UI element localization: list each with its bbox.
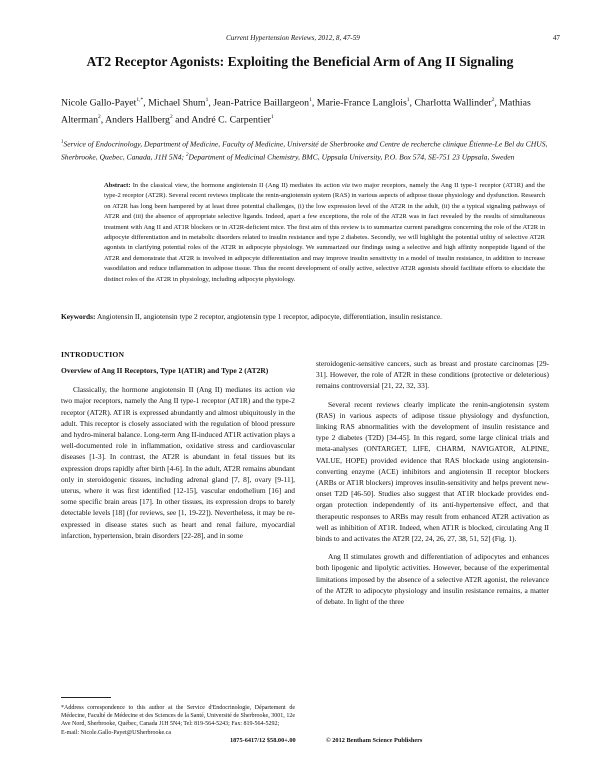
affiliations (61, 137, 549, 162)
author-name: Mathias Alterman (61, 97, 531, 126)
author-name: Anders Hallberg (105, 114, 170, 126)
author-name: Jean-Patrice Baillargeon (213, 97, 310, 109)
abstract-text-1: In the classical view, the hormone angiotensin II (Ang II) mediates its action (130, 182, 342, 189)
affiliation-marker-1: 1 (61, 140, 64, 145)
author-affiliation-sup: 2 (491, 97, 495, 103)
author-affiliation-sup: 1 (205, 97, 209, 103)
left-column (61, 349, 295, 541)
author-name: Michael Shum (148, 97, 206, 109)
author-separator: , (143, 97, 149, 109)
affiliation-2: Department of Medicinal Chemistry, BMC, Uppsala University, P.O. Box 574, SE-751 23 Uppsala, Sweden (188, 152, 515, 162)
author-affiliation-sup: 1 (309, 97, 312, 103)
keywords (61, 312, 549, 322)
abstract-via: via (341, 182, 350, 189)
subsection-heading: Overview of Ang II Receptors, Type 1(AT1R) and Type 2 (AT2R) (61, 366, 269, 376)
author-affiliation-sup: 2 (98, 114, 101, 121)
author-name: Marie-France Langlois (316, 97, 407, 109)
author-separator: , (100, 114, 106, 126)
abstract-text-2: two major receptors, namely the Ang II type-1 receptor (AT1R) and the type-2 receptor (AT2R). Several recent reviews implicate the renin-angiotensin system (RAS) in various aspects of adipose tissue physiology and dysfunction. Research on AT2R has long been hampered by at least three potential challenges, (i) the low expression level of the AT2R in the adult, (ii) the a typical signaling pathways of AT2R and (iii) the absence of appropriate selective ligands. Indeed, apart a few exceptions, the role of the AT2R was in fact revealed by the results of simultaneous treatment with Ang II and AT1R blockers or in AT2R-deficient mice. The first aim of this review is to summarize current paradigms concerning the role of the AT2R in adipocyte differentiation and in metabolic disorders related to insulin resistance and type 2 diabetes. Secondly, we will highlight the potential utility of selective AT2R agonists in clarifying potential roles of the AT2R in adipocyte physiology. We summarized our findings using a selective and high affinity nonpeptide ligand of the AT2R and demonstrate that AT2R is involved in adipocyte differentiation and may improve insulin sensitivity in a model of insulin resistance, in addition to increase vasodilation and reduce inflammation in adipose tissue. Thus the recent development of orally active, selective AT2R agonists should facilitate efforts to elucidate the distinct roles of the AT2R in physiology, including adipocyte physiology. (104, 182, 545, 283)
affiliation-marker-2: 2 (186, 152, 189, 158)
author-affiliation-sup: 2 (169, 114, 173, 121)
author-affiliation-sup: 1 (270, 114, 274, 121)
abstract (104, 181, 545, 285)
affiliation-1: Service of Endocrinology, Department of Medicine, Faculty of Medicine, Université de Sherbrooke and Centre de recherche clinique Étienne-Le Bel du CHUS, Sherbrooke, Quebec, Canada, J1H 5N4; (61, 139, 548, 162)
footnote-rule (61, 697, 111, 698)
author-name: André C. Carpentier (191, 114, 271, 126)
footnote-address: *Address correspondence to this author at the Service d'Endocrinologie, Département de Médecine, Faculté de Médecine et des Sciences de la Santé, Université de Sherbrooke, 3001, 12e Ave Nord, Sherbrooke, Québec, Canada J1H 5N4; Tel: 819-564-5243; Fax: 819-564-5292; (61, 705, 295, 728)
keywords-text: Angiotensin II, angiotensin type 2 receptor, angiotensin type 1 receptor, adipocyte, differentiation, insulin resistance. (95, 312, 443, 321)
author-separator: , (494, 97, 500, 109)
intro-para1-a: Classically, the hormone angiotensin II (Ang II) mediates its action (73, 385, 286, 395)
abstract-label: Abstract: (104, 182, 131, 189)
running-header (60, 34, 560, 46)
page-number: 47 (552, 34, 560, 42)
author-separator: and (172, 114, 192, 126)
right-paragraph-2: Ang II stimulates growth and differentiation of adipocytes and enhances both lipogenic and lipolytic activities. However, because of the experimental limitations imposed by the absence of a selective AT2R agonist, the relevance of the AT2R to adipocyte physiology and insulin resistance remains, a matter of debate. In light of the three (316, 552, 549, 607)
author-affiliation-sup: 1 (406, 97, 410, 103)
footnote-email: E-mail: Nicole.Gallo-Payet@USherbrooke.ca (61, 729, 171, 736)
article-title: AT2 Receptor Agonists: Exploiting the Beneficial Arm of Ang II Signaling (86, 54, 514, 69)
author-separator: , (208, 97, 214, 109)
author-separator: , (311, 97, 317, 109)
intro-para1-via: via (285, 385, 295, 395)
issn-price: 1875-6417/12 $58.00+.00 (230, 737, 296, 744)
journal-citation: Current Hypertension Reviews, 2012, 8, 47-59 (226, 34, 360, 42)
right-column (316, 358, 549, 607)
keywords-label: Keywords: (61, 312, 96, 321)
intro-para1-b: two major receptors, namely the Ang II type-1 receptor (AT1R) and the type-2 receptor (AT2R). AT1R is expressed abundantly and almost ubiquitously in the adult. This receptor is closely associated with the regulation of blood pressure and hydro-mineral balance. Long-term Ang II-induced AT1R activation plays a well-documented role in inflammation, oxidative stress and cardiovascular diseases [1-3]. In contrast, the AT2R is abundant in fetal tissues but its expression drops rapidly after birth [4-6]. In the adult, AT2R remains abundant only in steroidogenic tissues, including adrenal gland [7, 8], ovary [9-11], uterus, where it was first identified [12-15], vascular endothelium [16] and some specific brain areas [17]. In other tissues, its expression drops to barely detectable levels [18] (for reviews, see [1, 19-22]). Nevertheless, it may be re-expressed in disease states such as heart and renal failure, myocardial infarction, hypertension, brain disorders [22-28], and in some (61, 396, 295, 540)
author-name: Charlotta Wallinder (414, 97, 492, 109)
correspondence-footnote (61, 704, 295, 737)
author-affiliation-sup: 1,* (136, 97, 144, 103)
author-list (61, 93, 551, 128)
section-heading-introduction: INTRODUCTION (61, 350, 125, 359)
right-paragraph-1: Several recent reviews clearly implicate the renin-angiotensin system (RAS) in various aspects of adipose tissue physiology and dysfunction, linking RAS abnormalities with the development of insulin resistance and type 2 diabetes (T2D) [34-45]. In this regard, some large clinical trials and meta-analyses (ONTARGET, LIFE, CHARM, NAVIGATOR, ALPINE, VALUE, HOPE) provided evidence that RAS blockade using angiotensin-converting enzyme (ACE) inhibitors and angiotensin II receptor blockers (ARBs or AT1R blockers) improves insulin-sensitivity and helps prevent new-onset T2D [46-50]. Studies also suggest that AT1R blockade provides end-organ protection independently of its anti-hypertensive effect, and that therapeutic responses to ARBs may result from enhanced AT2R activation as well as inhibition of AT1R. Indeed, when AT1R is blocked, circulating Ang II binds to and activates the AT2R [22, 24, 26, 27, 38, 51, 52] (Fig. 1). (316, 399, 549, 544)
copyright: © 2012 Bentham Science Publishers (326, 737, 423, 744)
author-name: Nicole Gallo-Payet (61, 97, 137, 109)
author-separator: , (409, 97, 415, 109)
right-paragraph-0: steroidogenic-sensitive cancers, such as breast and prostate carcinomas [29-31]. However, the role of AT2R in these conditions (protective or deleterious) remains controversial [21, 22, 32, 33]. (316, 359, 549, 391)
intro-paragraph-1 (61, 384, 295, 541)
